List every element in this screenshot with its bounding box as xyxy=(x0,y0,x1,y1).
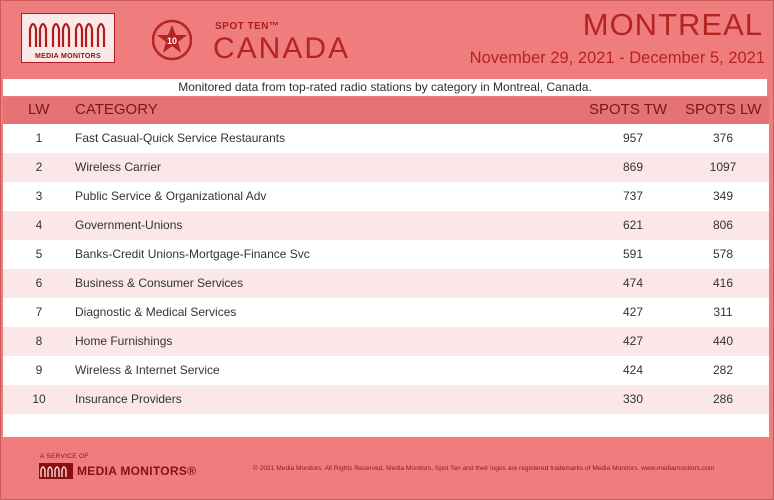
row-spots-tw: 427 xyxy=(622,334,644,348)
row-rank: 9 xyxy=(35,363,43,377)
row-rank: 7 xyxy=(35,305,43,319)
row-rank: 4 xyxy=(35,218,43,232)
row-spots-lw: 376 xyxy=(712,131,734,145)
row-category: Insurance Providers xyxy=(75,392,182,406)
row-rank: 3 xyxy=(35,189,43,203)
header-category: CATEGORY xyxy=(75,101,158,118)
category-table xyxy=(3,97,769,437)
logo-wordmark: MEDIA MONITORS xyxy=(34,53,102,60)
row-category: Government-Unions xyxy=(75,218,183,232)
row-category: Public Service & Organizational Adv xyxy=(75,189,267,203)
footer-waveform-icon xyxy=(39,463,73,479)
badge-number: 10 xyxy=(166,36,178,46)
table-row xyxy=(3,385,769,414)
row-spots-tw: 330 xyxy=(622,392,644,406)
header-spots-tw: SPOTS TW xyxy=(589,101,668,118)
city-title: MONTREAL xyxy=(582,7,763,42)
row-category: Wireless Carrier xyxy=(75,160,162,174)
date-range: November 29, 2021 - December 5, 2021 xyxy=(469,49,765,67)
report-footer xyxy=(1,437,773,499)
row-spots-tw: 621 xyxy=(622,218,644,232)
row-spots-lw: 578 xyxy=(712,247,734,261)
spot-ten-star-badge-icon xyxy=(151,19,193,61)
row-spots-lw: 416 xyxy=(712,276,734,290)
row-spots-lw: 282 xyxy=(712,363,734,377)
header-spots-lw: SPOTS LW xyxy=(685,101,762,118)
row-rank: 10 xyxy=(32,392,46,406)
country-title: CANADA xyxy=(213,32,351,65)
table-row xyxy=(3,182,769,211)
table-row xyxy=(3,153,769,182)
row-rank: 1 xyxy=(35,131,43,145)
table-row xyxy=(3,240,769,269)
table-row xyxy=(3,327,769,356)
row-spots-tw: 957 xyxy=(622,131,644,145)
spot-ten-label: SPOT TEN™ xyxy=(215,21,280,32)
row-spots-tw: 869 xyxy=(622,160,644,174)
footer-logo xyxy=(39,463,209,479)
row-spots-tw: 591 xyxy=(622,247,644,261)
copyright-notice: © 2021 Media Monitors. All Rights Reserved. Media Monitors, Spot Ten and their logos are registered trademarks of Media Monitors. www.mediamonitors.com xyxy=(253,465,715,472)
table-row xyxy=(3,269,769,298)
row-category: Business & Consumer Services xyxy=(75,276,244,290)
service-label: A SERVICE OF xyxy=(40,453,89,460)
row-category: Home Furnishings xyxy=(75,334,173,348)
row-spots-tw: 424 xyxy=(622,363,644,377)
table-header-row xyxy=(3,97,769,124)
row-rank: 8 xyxy=(35,334,43,348)
row-spots-lw: 311 xyxy=(713,305,733,319)
row-spots-lw: 440 xyxy=(712,334,734,348)
row-category: Fast Casual-Quick Service Restaurants xyxy=(75,131,286,145)
row-category: Wireless & Internet Service xyxy=(75,363,220,377)
row-spots-tw: 474 xyxy=(622,276,644,290)
media-monitors-logo xyxy=(21,13,115,63)
footer-brand: MEDIA MONITORS® xyxy=(77,464,197,478)
table-row xyxy=(3,124,769,153)
row-spots-lw: 349 xyxy=(712,189,734,203)
row-category: Banks-Credit Unions-Mortgage-Finance Svc xyxy=(75,247,310,261)
report-header xyxy=(1,1,773,76)
row-spots-lw: 1097 xyxy=(709,160,737,174)
row-spots-lw: 806 xyxy=(712,218,734,232)
waveform-icon xyxy=(26,17,110,51)
row-spots-lw: 286 xyxy=(712,392,734,406)
header-lw: LW xyxy=(28,101,50,118)
row-category: Diagnostic & Medical Services xyxy=(75,305,237,319)
row-rank: 5 xyxy=(35,247,43,261)
table-row xyxy=(3,298,769,327)
table-row xyxy=(3,211,769,240)
table-row xyxy=(3,356,769,385)
row-rank: 6 xyxy=(35,276,43,290)
row-spots-tw: 427 xyxy=(622,305,644,319)
row-spots-tw: 737 xyxy=(622,189,644,203)
report-subtitle: Monitored data from top-rated radio stations by category in Montreal, Canada. xyxy=(3,79,767,96)
row-rank: 2 xyxy=(35,160,43,174)
